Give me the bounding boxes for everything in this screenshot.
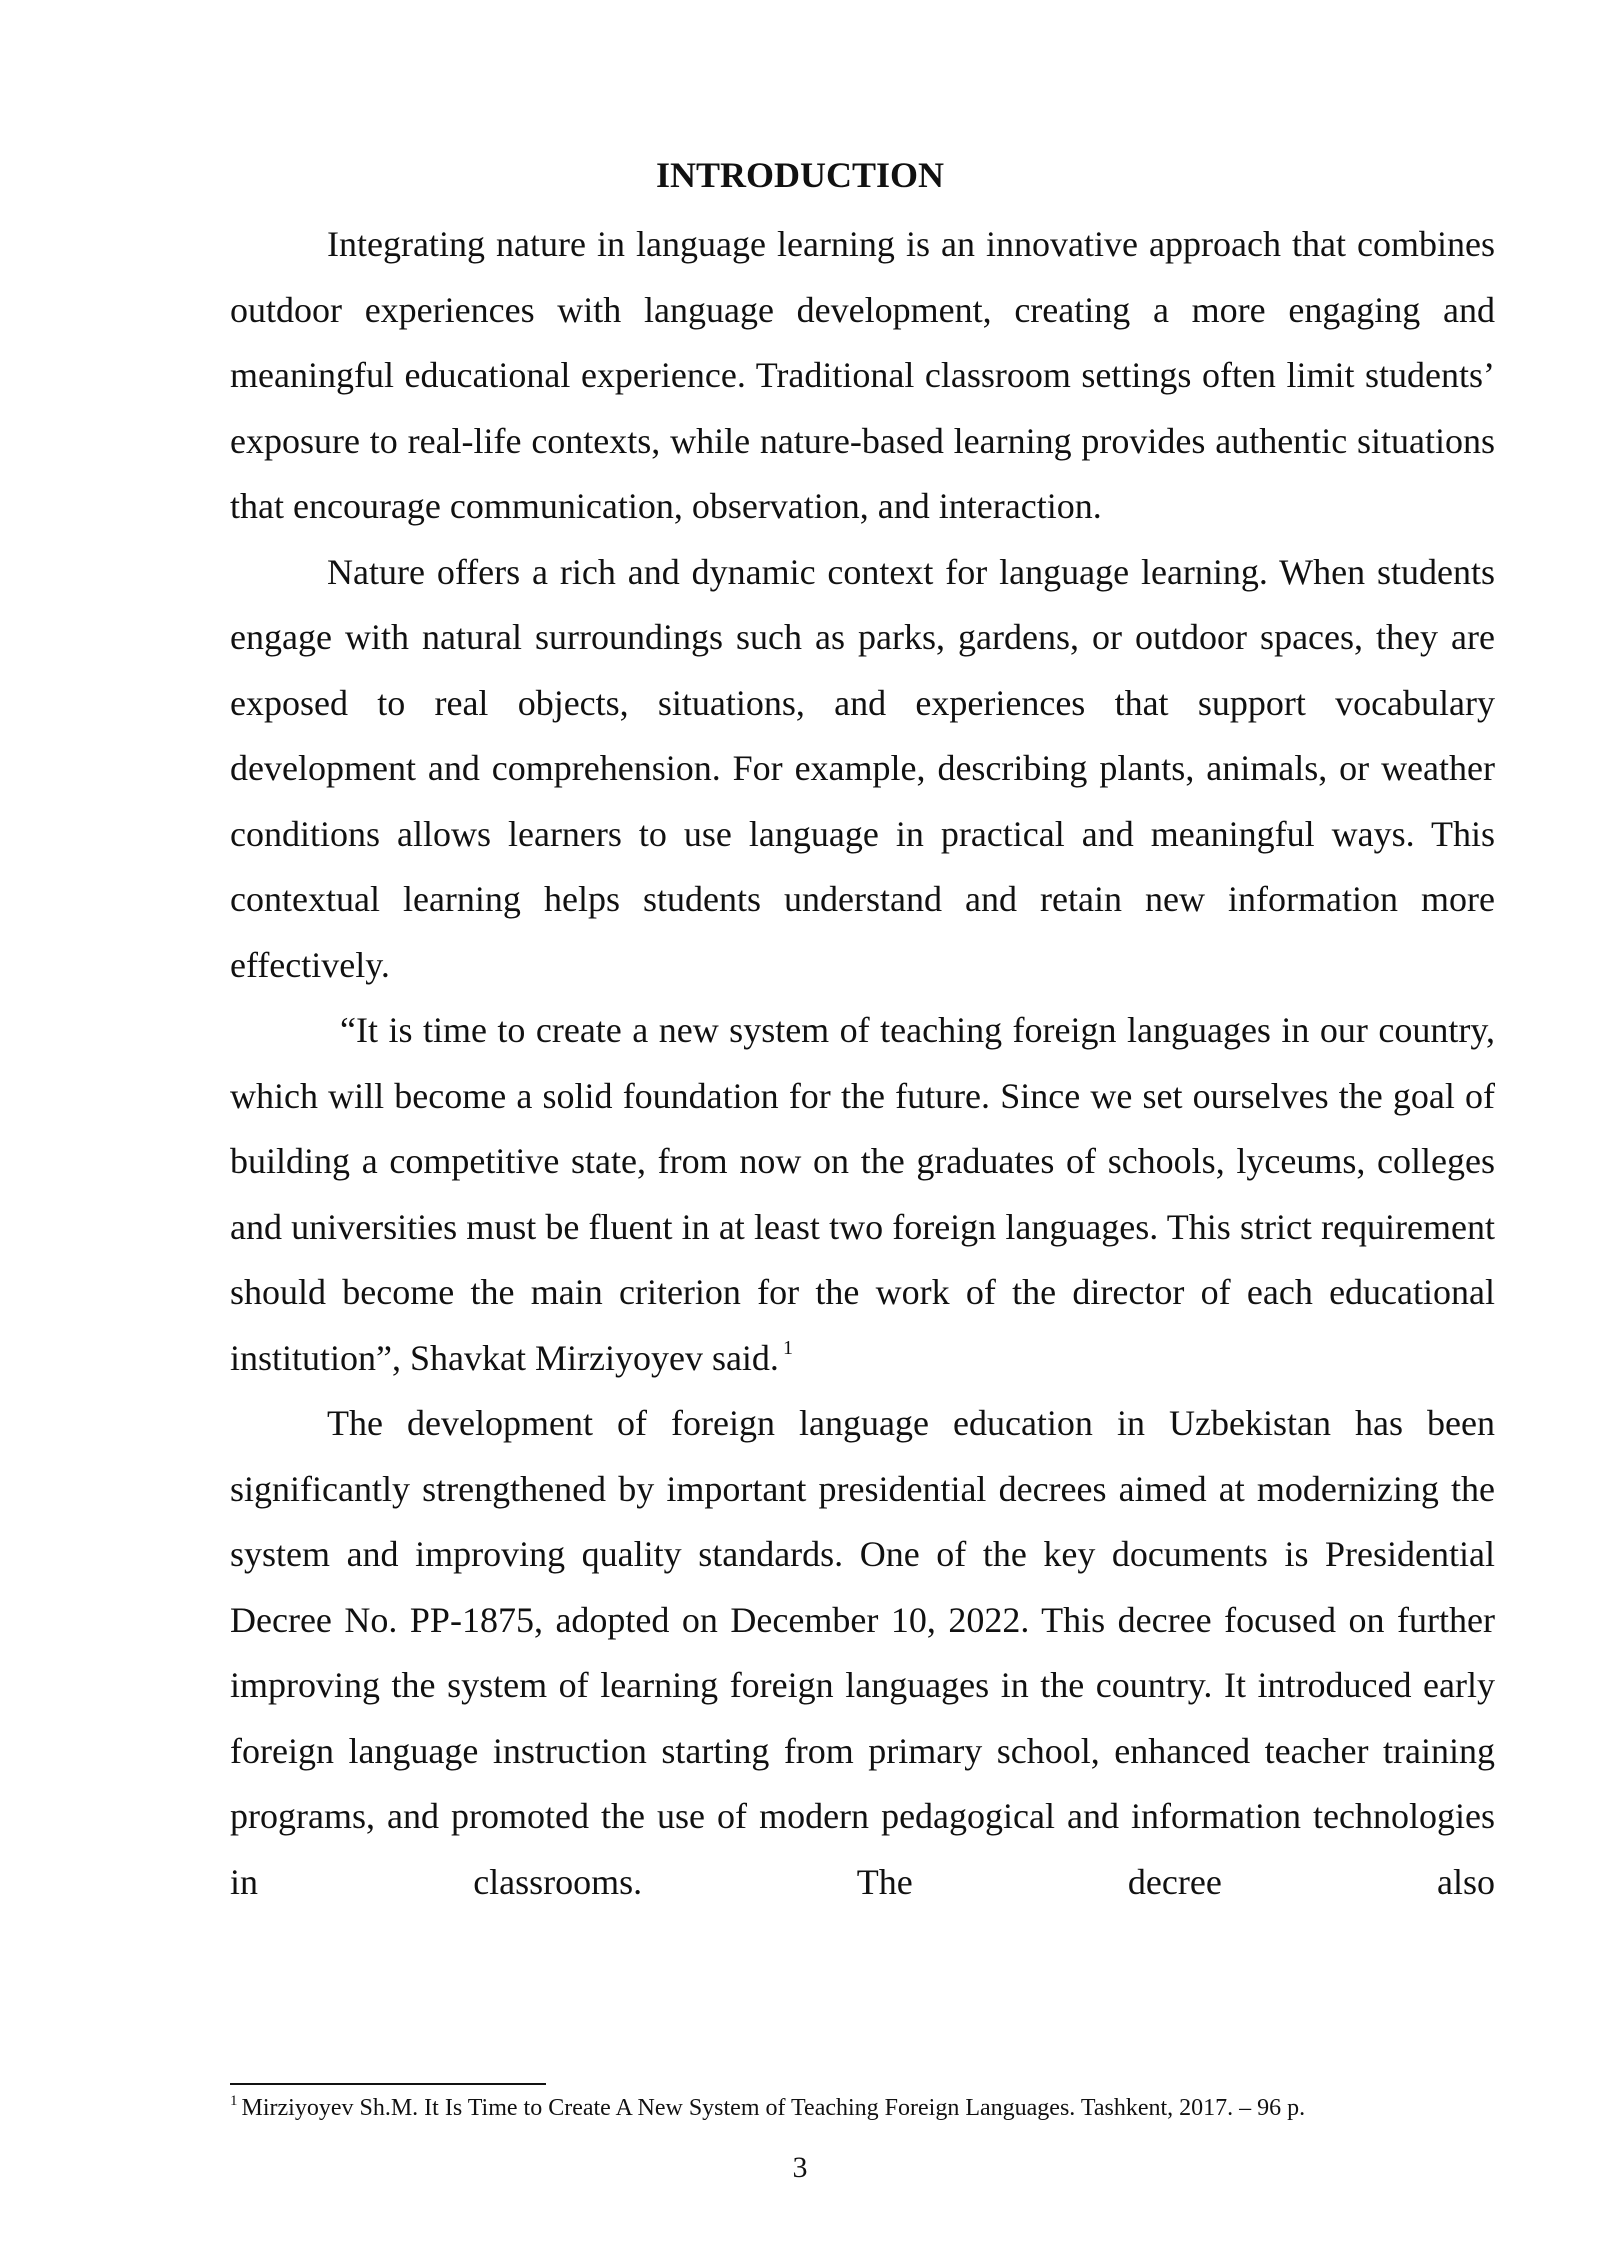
- footnote-separator: [230, 2083, 546, 2085]
- paragraph-4: [230, 1391, 1495, 1915]
- paragraph-2-text: Nature offers a rich and dynamic context for language learning. When students engage with natural surroundings such as parks, gardens, or outdoor spaces, they are exposed to real objects, situations, and experiences that support vocabulary development and comprehension. For example, describing plants, animals, or weather conditions allows learners to use language in practical and meaningful ways. This contextual learning helps students understand and retain new information more effectively.: [230, 551, 1495, 985]
- section-heading: INTRODUCTION: [655, 155, 945, 195]
- paragraph-4-text: The development of foreign language education in Uzbekistan has been significantly strengthened by important presidential decrees aimed at modernizing the system and improving quality standards. One of the key documents is Presidential Decree No. PP-1875, adopted on December 10, 2022. This decree focused on further improving the system of learning foreign languages in the country. It introduced early foreign language instruction starting from primary school, enhanced teacher training programs, and promoted the use of modern pedagogical and information technologies in classrooms. The decree also: [230, 1403, 1495, 1902]
- footnote-reference[interactable]: 1: [782, 1336, 793, 1359]
- paragraph-3-quote: [230, 998, 1495, 1391]
- footnote-text: Mirziyoyev Sh.M. It Is Time to Create A New System of Teaching Foreign Languages. Tashkent, 2017. – 96 p.: [241, 2095, 1306, 2121]
- footnote: [230, 2090, 1530, 2126]
- paragraph-3-text: “It is time to create a new system of teaching foreign languages in our country, which will become a solid foundation for the future. Since we set ourselves the goal of building a competitive state, from now on the graduates of schools, lyceums, colleges and universities must be fluent in at least two foreign languages. This strict requirement should become the main criterion for the work of the director of each educational institution”, Shavkat Mirziyoyev said.: [230, 1010, 1495, 1378]
- footnote-marker: 1: [230, 2093, 238, 2109]
- paragraph-1-text: Integrating nature in language learning is an innovative approach that combines outdoor experiences with language development, creating a more engaging and meaningful educational experience. Traditional classroom settings often limit students’ exposure to real-life contexts, while nature-based learning provides authentic situations that encourage communication, observation, and interaction.: [230, 224, 1495, 526]
- paragraph-2: [230, 540, 1495, 999]
- body-text: [230, 212, 1495, 1915]
- page-number: 3: [792, 2151, 808, 2184]
- paragraph-1: [230, 212, 1495, 540]
